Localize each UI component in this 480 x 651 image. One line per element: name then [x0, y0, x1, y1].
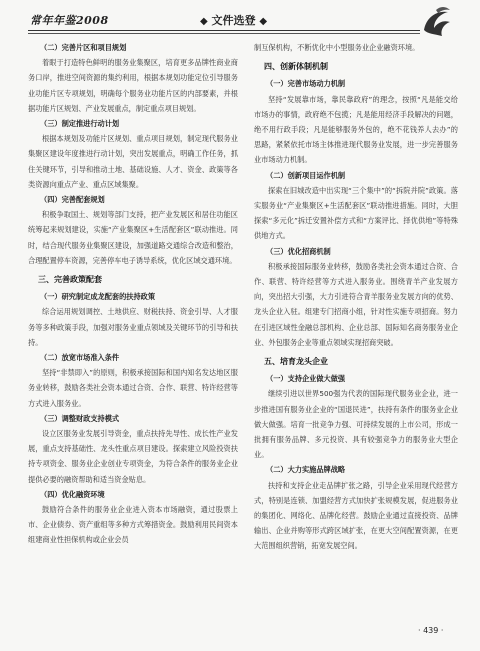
body-paragraph: 积极争取国土、规划等部门支持，把产业发展区和居住功能区统筹起来规划建设，实施“产业集聚区+生活配套区”联动推进。同时，结合现代服务业集聚区建设，加强道路交通综合改造和整治，合理配置停车资源，完善停车电子诱导系统，优化区域交通环境。 — [28, 210, 238, 265]
subsection-heading: （一）完善市场动力机制 — [266, 79, 346, 89]
body-paragraph: 制互保机构，不断优化中小型服务业企业融资环境。 — [254, 43, 420, 52]
right-column — [254, 40, 458, 554]
subsection-heading: （一）支持企业做大做强 — [266, 374, 346, 384]
body-paragraph: 坚持“发展靠市场，靠民靠政府”的理念，按照“凡是能交给市场办的事情，政府绝不包揽；凡是能用经济手段解决的问题，绝不用行政手段；凡是能够服务外包的，绝不花钱养人去办”的思路，紧紧依托市场主体推进现代服务业发展，进一步完善服务业市场动力机制。 — [254, 94, 458, 165]
subsection-heading: （二）放宽市场准入条件 — [40, 353, 120, 362]
subsection-heading: （三）制定推进行动计划 — [40, 119, 120, 128]
diamond-icon: ◆ — [200, 16, 208, 27]
section-heading: 三、完善政策配套 — [38, 275, 102, 284]
section-title — [200, 12, 267, 28]
body-paragraph: 探索在旧城改造中出实现“三个集中”的“拆院并院”政策。落实服务业“产业集聚区+生活配套区”联动推进措施。同时，大胆探索“多元化”拆迁安置补偿方式和“方案评比、择优供地”等特殊供地方式。 — [254, 185, 458, 241]
subsection-heading: （二）创新项目运作机制 — [266, 170, 346, 180]
section-heading: 五、培育龙头企业 — [264, 357, 328, 367]
subsection-heading: （二）完善片区和项目规划 — [40, 43, 127, 52]
yearbook-title: 常年年鉴2008 — [30, 14, 109, 27]
subsection-heading: （一）研究制定成龙配套的扶持政策 — [40, 292, 156, 302]
body-paragraph: 着眼于打造特色鲜明的服务业集聚区，培育更多品牌性商业商务口岸，推进空间资源的集约利用，根据本规划功能定位引导服务业功能片区专项规划，明确每个服务业功能片区的内部要素，并根据功能片区规划、产业发展重点，制定重点项目规划。 — [28, 58, 238, 113]
subsection-heading: （四）完善配套规划 — [40, 195, 105, 204]
body-paragraph: 设立区服务业发展引导资金，重点扶持先导性、成长性产业发展，重点支持基础性、龙头性重点项目建设。探索建立风险投资扶持专项资金、服务业企业创业专项资金，为符合条件的服务业企业提供必要的融资帮助和适当资金贴息。 — [28, 428, 238, 484]
body-paragraph: 继续引进以世界500强为代表的国际现代服务业企业，进一步推进国有服务业企业的“国退民进”，扶持有条件的服务业企业做大做强。培育一批竞争力强、可持续发展的上市公司，形成一批拥有服务品牌、多元投资、具有较强竞争力的服务业大型企业。 — [254, 389, 458, 460]
swirl-logo-icon — [420, 4, 454, 38]
section-title-text: 文件选登 — [211, 14, 256, 27]
subsection-heading: （三）调整财政支持模式 — [40, 413, 120, 423]
subsection-heading: （二）大力实施品牌战略 — [266, 465, 346, 475]
body-paragraph: 根据本规划及功能片区规划、重点项目规划，制定现代服务业集聚区建设年度推进行动计划，突出发展重点，明确工作任务，抓住关键环节，引导和推动土地、基础设施、人才、资金、政策等各类资源向重点产业、重点区域集聚。 — [28, 134, 238, 189]
header-rule-thin — [28, 33, 420, 34]
body-paragraph: 坚持“非禁即入”的原则，积极承接国际和国内知名发达地区服务业转移，鼓励各类社会资本通过合资、合作、联营、特许经营等方式进入服务业。 — [28, 368, 238, 408]
body-paragraph: 扶持和支持企业走品牌扩张之路，引导企业采用现代经营方式，特别是连锁、加盟经营方式加快扩张规模发展，促进服务业的集团化、网络化、品牌化经营。鼓励企业通过直接投资、品牌输出、企业并购等形式跨区域扩张，在更大空间配置资源，在更大范围组织营销，拓宽发展空间。 — [254, 480, 458, 551]
body-paragraph: 综合运用规划调控、土地供应、财税扶持、资金引导、人才服务等多种政策手段，加强对服务业重点领域及关键环节的引导和扶持。 — [28, 307, 238, 347]
subsection-heading: （四）优化融资环境 — [40, 489, 105, 499]
body-paragraph: 鼓励符合条件的服务业企业进入资本市场融资，通过股票上市、企业债券、资产重组等多种方式筹措资金。鼓励利用民间资本组建商业性担保机构或企业会员 — [28, 504, 238, 545]
left-column — [28, 40, 238, 548]
subsection-heading: （三）优化招商机制 — [266, 246, 331, 256]
page-number: · 439 · — [418, 626, 444, 635]
diamond-icon: ◆ — [259, 16, 268, 27]
section-heading: 四、创新体制机制 — [264, 62, 328, 72]
page-header — [0, 0, 480, 40]
header-rule — [28, 30, 420, 31]
body-paragraph: 积极承接国际服务业转移，鼓励各类社会资本通过合资、合作、联营、特许经营等方式进入服务业。围绕青羊产业发展方向，突出招大引强，大力引进符合青羊服务业发展方向的优势、龙头企业入驻。组建专门招商小组，针对性实施专项招商。努力在引进区域性金融总部机构、企业总部、国际知名商务服务业企业、外包服务企业等重点领域实现招商突破。 — [254, 261, 458, 347]
